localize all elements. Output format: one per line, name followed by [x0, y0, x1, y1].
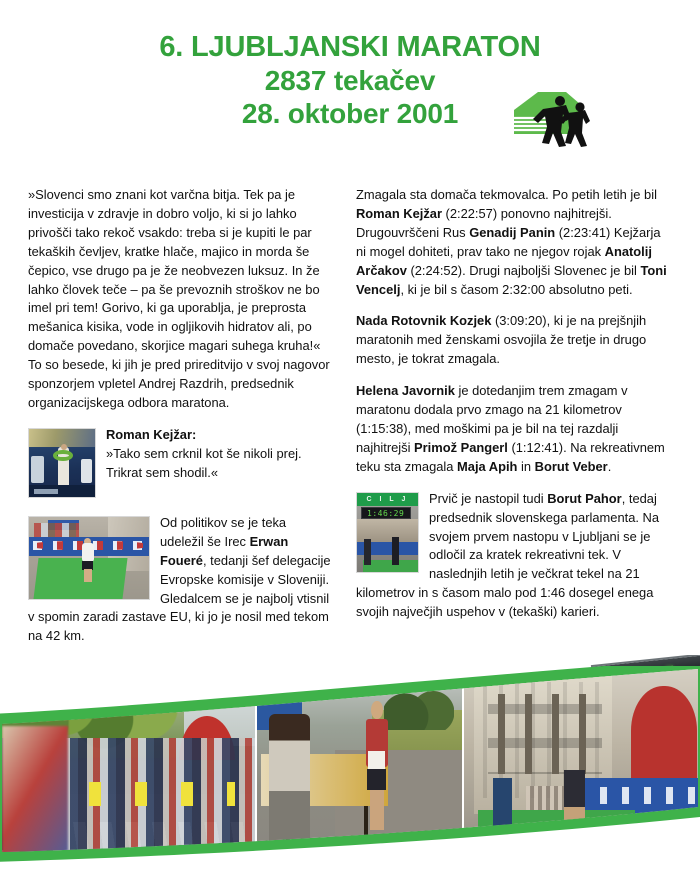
intro-paragraph: »Slovenci smo znani kot varčna bitja. Tek pa je investicija v zdravje in dobro voljo, ki si jo lahko privošči tako rekoč vsakdo: treba si je kupiti le par tekaških čevljev, kratke hlače, majico in morda še čepico, vse drugo pa je že neobvezen luksuz. In že lahko človek teče – pa še prevoznih stroškov ne bo imel pri tem! Gorivo, ki ga uporablja, je preprosta mešanica kisika, vode in ogljikovih hidratov ali, po domače povedano, skorjice magari suhega kruha!« To so besede, ki jih je pred prireditvijo v svoj nagovor sponzorjem vpletel Andrej Razdrih, predsednik organizacijskega odbora maratona.	[28, 187, 330, 410]
half-winner-name-javornik: Helena Javornik	[356, 383, 455, 399]
third-name-arcakov: Anatolij Arčakov	[356, 243, 652, 278]
fouere-text-pre: Od politikov se je teka udeležil še Irec	[160, 514, 287, 549]
kejzar-figure-block	[28, 426, 333, 501]
p1-text-c: (2:23:41) Kejžarja ni mogel dohiteti, prav tako ne njegov rojak	[356, 224, 661, 259]
kejzar-caption	[106, 426, 333, 483]
p4-text-b: , tedaj predsednik slovenskega parlamenta. Na svojem prvem nastopu v Ljubljani se je odločil za kratek rekreativni tek. V naslednjih letih je večkrat tekel na 21 kilometrov in s časom malo pod 1:46 dosegel enega svojih največjih uspehov v (tekaški) karieri.	[356, 490, 660, 620]
results-paragraph-women	[356, 312, 674, 369]
p1-text-a: Zmagala sta domača tekmovalca. Po petih letih je bil	[356, 187, 657, 202]
mass-start-photo	[2, 666, 255, 866]
finish-photo-erwan-fouere	[28, 516, 150, 600]
p1-text-e: , ki je bil s časom 2:32:00 absolutno peti.	[400, 281, 633, 297]
finish-photo-borut-pahor	[356, 492, 419, 573]
bottom-photo-band	[0, 666, 700, 893]
kejzar-caption-quote: »Tako sem crknil kot še nikoli prej. Trikrat sem shodil.«	[106, 445, 302, 480]
fouere-name: Erwan Foueré	[160, 533, 289, 568]
fouere-figure-block	[28, 514, 333, 646]
p1-text-d: (2:24:52). Drugi najboljši Slovenec je bil	[406, 262, 641, 278]
left-column	[28, 186, 333, 655]
marathon-logo-icon	[508, 88, 600, 150]
page-title-line-3: 28. oktober 2001	[241, 98, 459, 130]
page-title-line-1: 6. LJUBLJANSKI MARATON	[159, 31, 541, 63]
page-title-line-2: 2837 tekačev	[264, 65, 436, 97]
right-column	[356, 186, 674, 635]
city-finish-photo	[462, 666, 700, 866]
slovene-name-vencelj: Toni Vencelj	[356, 262, 667, 297]
p3-text-c: in	[517, 458, 535, 474]
rec-winner-name-veber: Borut Veber	[534, 458, 608, 474]
half-winner-name-pangerl: Primož Pangerl	[414, 439, 508, 455]
pahor-figure-block	[356, 490, 674, 622]
p3-text-b: (1:12:41). Na rekreativnem teku sta zmagala	[356, 439, 665, 474]
kejzar-caption-name: Roman Kejžar:	[106, 426, 197, 442]
pahor-name: Borut Pahor	[547, 490, 622, 506]
p4-text-a: Prvič je nastopil tudi	[429, 490, 548, 506]
women-winner-name-kozjek: Nada Rotovnik Kozjek	[356, 313, 492, 329]
podium-photo-roman-kejzar	[28, 428, 96, 498]
p2-text: (3:09:20), ki je na prejšnjih maratonih med ženskami osvojila že tretje in drugo mesto, je tokrat zmagala.	[356, 313, 647, 367]
pahor-photo-clock-display: 1:46:29	[361, 507, 411, 519]
runner-up-name-panin: Genadij Panin	[469, 224, 556, 240]
rec-winner-name-apih: Maja Apih	[457, 458, 518, 474]
fouere-text-post: , tedanji šef delegacije Evropske komisije v Sloveniji. Gledalcem se je najbolj vtisnil v spomin zaradi zastave EU, ki jo je nosil med tekom na 42 km.	[28, 552, 331, 644]
p3-text-d: .	[607, 458, 612, 474]
results-paragraph-half	[356, 382, 674, 477]
p3-text-a: je dotedanjim trem zmagam v maratonu dodala prvo zmago na 21 kilometrov (1:15:38), med moškimi pa je bil na tej razdalji najhitrejši	[356, 383, 628, 455]
band-photo-area	[0, 666, 700, 893]
cilj-banner-text: C I L J	[357, 493, 418, 506]
results-paragraph-men	[356, 186, 674, 299]
p1-text-b: (2:22:57) ponovno najhitrejši. Drugouvrščeni Rus	[356, 205, 612, 240]
winner-name-kejzar: Roman Kejžar	[356, 205, 442, 221]
